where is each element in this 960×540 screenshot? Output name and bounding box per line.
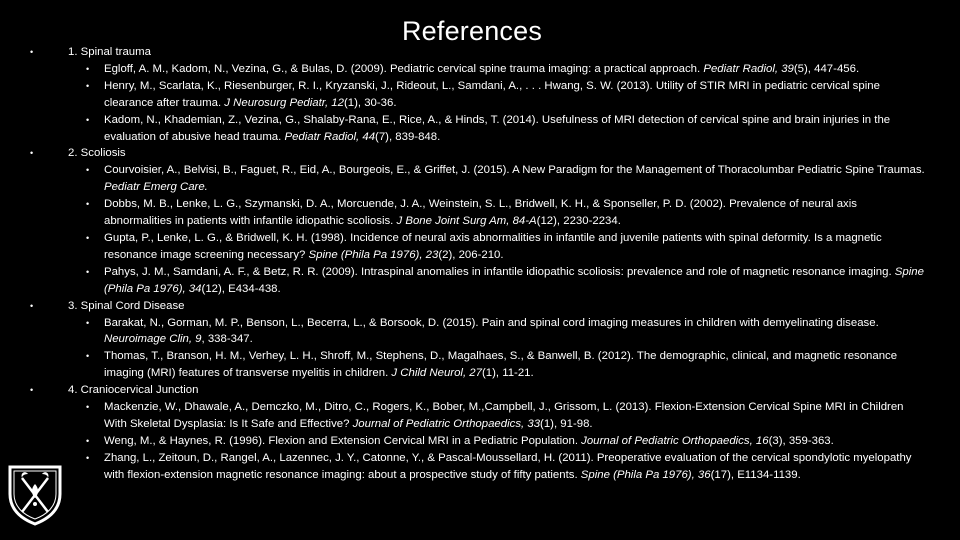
reference-entry: [68, 61, 925, 78]
entry-journal: Spine (Phila Pa 1976), 23: [308, 248, 439, 261]
reference-entry: [68, 112, 925, 146]
entry-journal: Pediatr Radiol, 44: [284, 130, 376, 143]
entry-journal: Neuroimage Clin, 9: [104, 333, 202, 346]
reference-entry: [68, 315, 925, 349]
entry-journal: Pediatr Radiol, 39: [703, 62, 794, 75]
entry-journal: Journal of Pediatric Orthopaedics, 16: [581, 434, 769, 447]
reference-section: [30, 44, 925, 145]
entry-journal: Journal of Pediatric Orthopaedics, 33: [352, 417, 541, 430]
entry-text: Zhang, L., Zeitoun, D., Rangel, A., Lazennec, J. Y., Catonne, Y., & Pascal-Moussellard, H. (2011). Preoperative evaluation of the cervical spondylotic myelopathy with flexion-extension magnetic resonance imaging: about a prospective study of fifty patients.: [104, 451, 912, 481]
entry-citation: , 338-347.: [201, 333, 253, 346]
reference-entries: [68, 399, 925, 484]
reference-section: [30, 145, 925, 297]
reference-entry: [68, 78, 925, 112]
entry-journal: J Bone Joint Surg Am, 84-A: [396, 215, 537, 228]
entry-journal: Pediatr Emerg Care.: [104, 181, 208, 194]
entry-text: Mackenzie, W., Dhawale, A., Demczko, M., Ditro, C., Rogers, K., Bober, M.,Campbell, J., Grissom, L. (2013). Flexion-Extension Cervical Spine MRI in Children With Skeletal Dysplasia: Is It Safe and Effective?: [104, 401, 904, 430]
entry-citation: (5), 447-456.: [793, 62, 860, 75]
entry-citation: (17), E1134-1139.: [710, 468, 801, 481]
entry-text: Weng, M., & Haynes, R. (1996). Flexion and Extension Cervical MRI in a Pediatric Population.: [104, 434, 582, 447]
section-heading: 4. Craniocervical Junction: [68, 384, 199, 397]
reference-entry: [68, 348, 925, 382]
entry-journal: J Child Neurol, 27: [391, 367, 482, 380]
reference-entry: [68, 399, 925, 433]
entry-citation: (1), 30-36.: [343, 96, 397, 109]
entry-text: Pahys, J. M., Samdani, A. F., & Betz, R. R. (2009). Intraspinal anomalies in infantile idiopathic scoliosis: prevalence and role of magnetic resonance imaging.: [104, 265, 895, 278]
entry-citation: (2), 206-210.: [438, 248, 504, 261]
entry-text: Courvoisier, A., Belvisi, B., Faguet, R., Eid, A., Bourgeois, E., & Griffet, J. (2015). A New Paradigm for the Management of Thoracolumbar Pediatric Spine Traumas.: [104, 164, 925, 177]
shield-logo-icon: [4, 464, 66, 526]
reference-entries: [68, 61, 925, 146]
page-title: References: [401, 16, 543, 46]
entry-citation: (1), 11-21.: [481, 367, 534, 380]
reference-entry: [68, 196, 925, 230]
reference-entry: [68, 433, 925, 450]
reference-entries: [68, 162, 925, 297]
section-heading: 3. Spinal Cord Disease: [68, 299, 185, 312]
reference-entries: [68, 315, 925, 383]
reference-section: [30, 298, 925, 383]
entry-journal: Spine (Phila Pa 1976), 34: [104, 265, 924, 295]
entry-text: Kadom, N., Khademian, Z., Vezina, G., Shalaby-Rana, E., Rice, A., & Hinds, T. (2014). Usefulness of MRI detection of cervical spine and brain injuries in the evaluation of abusive head trauma.: [104, 113, 891, 143]
reference-list: [30, 44, 925, 484]
entry-journal: J Neurosurg Pediatr, 12: [224, 96, 344, 109]
entry-journal: Spine (Phila Pa 1976), 36: [580, 468, 711, 481]
section-heading: 1. Spinal trauma: [68, 46, 151, 58]
section-heading: 2. Scoliosis: [68, 147, 126, 160]
reference-entry: [68, 162, 925, 196]
entry-citation: (12), E434-438.: [201, 282, 281, 295]
reference-entry: [68, 450, 925, 484]
entry-text: Thomas, T., Branson, H. M., Verhey, L. H., Shroff, M., Stephens, D., Magalhaes, S., & Banwell, B. (2012). The demographic, clinical, and magnetic resonance imaging (MRI) features of transverse myelitis in children.: [104, 350, 898, 380]
reference-entry: [68, 230, 925, 264]
entry-text: Henry, M., Scarlata, K., Riesenburger, R. I., Kryzanski, J., Rideout, L., Samdani, A., . . . Hwang, S. W. (2013). Utility of STIR MRI in pediatric cervical spine clearance after trauma.: [104, 79, 880, 109]
entry-text: Dobbs, M. B., Lenke, L. G., Szymanski, D. A., Morcuende, J. A., Weinstein, S. L., Bridwell, K. H., & Sponseller, P. D. (2002). Prevalence of neural axis abnormalities in patients with infantile idiopathic scoliosis.: [104, 198, 857, 228]
entry-citation: (3), 359-363.: [768, 434, 834, 447]
entry-text: Barakat, N., Gorman, M. P., Benson, L., Becerra, L., & Borsook, D. (2015). Pain and spinal cord imaging measures in children with demyelinating disease.: [104, 316, 879, 329]
entry-citation: (12), 2230-2234.: [536, 215, 621, 228]
entry-text: Gupta, P., Lenke, L. G., & Bridwell, K. H. (1998). Incidence of neural axis abnormalities in infantile and juvenile patients with spinal deformity. Is a magnetic resonance image screening necessary?: [104, 231, 882, 261]
entry-citation: (1), 91-98.: [540, 417, 593, 430]
entry-citation: (7), 839-848.: [375, 130, 441, 143]
reference-entry: [68, 264, 925, 298]
reference-section: [30, 382, 925, 483]
entry-text: Egloff, A. M., Kadom, N., Vezina, G., & Bulas, D. (2009). Pediatric cervical spine trauma imaging: a practical approach.: [104, 62, 704, 75]
